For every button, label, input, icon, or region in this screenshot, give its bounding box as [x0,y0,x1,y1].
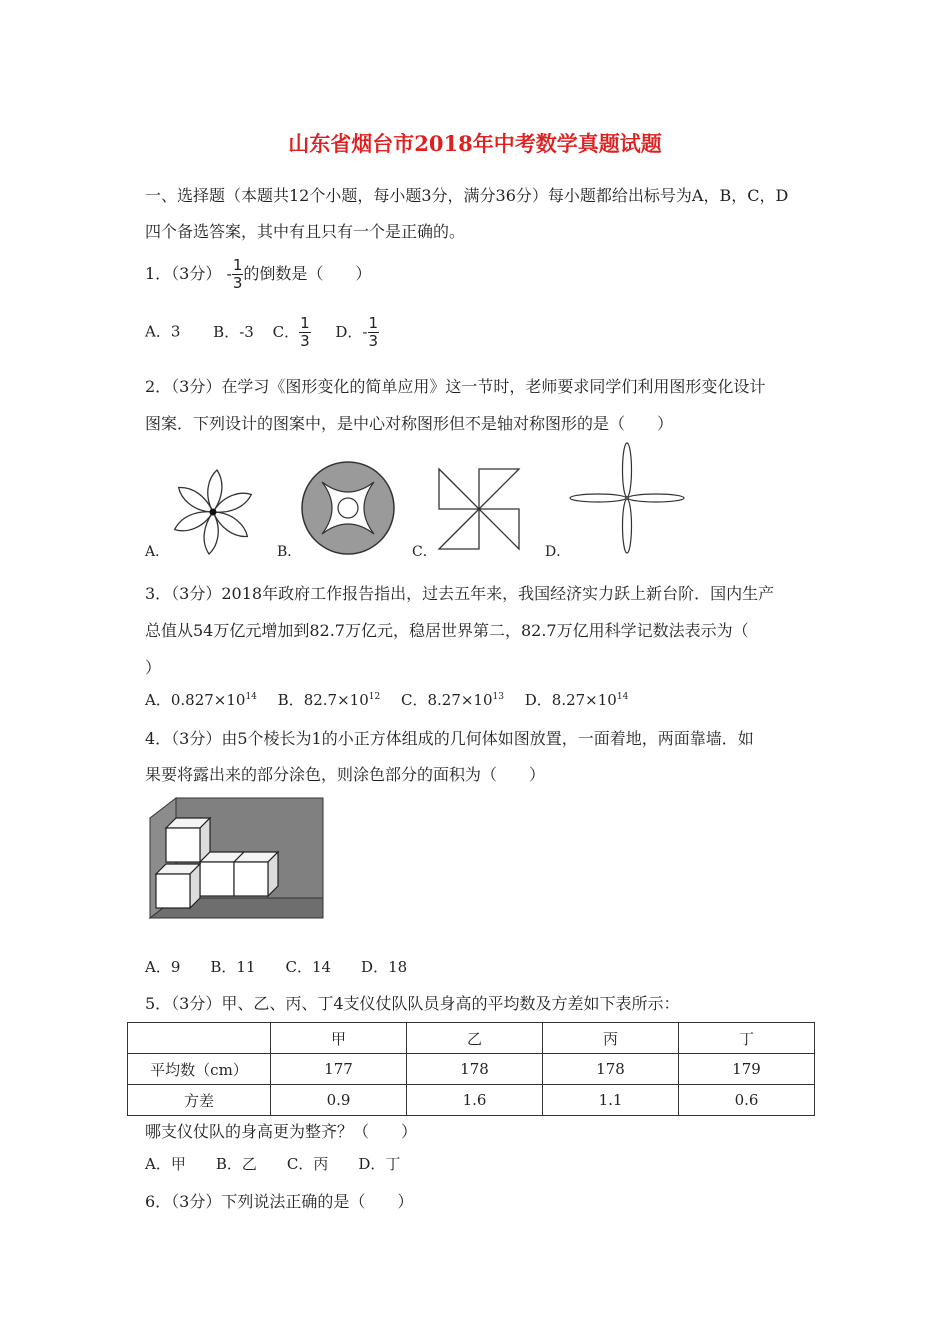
q1-option-d-num: 1 [368,314,379,332]
question-6-line1: 6．（3分）下列说法正确的是（ ） [145,1192,414,1211]
question-5-options: A．甲 B．乙 C．丙 D．丁 [145,1155,401,1173]
q1-option-c-den: 3 [300,332,310,350]
question-4-options: A．9 B．11 C．14 D．18 [145,958,408,976]
question-3-line2: 总值从54万亿元增加到82.7万亿元，稳居世界第二，82.7万亿用科学记数法表示为（ [145,621,749,640]
q2-figures [0,440,950,565]
q3-option-c-exp: 13 [492,692,504,702]
question-2-line2: 图案．下列设计的图案中，是中心对称图形但不是轴对称图形的是（ ） [145,414,674,433]
q3-option-d-exp: 14 [616,692,629,702]
table-cell: 178 [407,1054,543,1085]
q5-stats-table [127,1022,815,1116]
table-cell: 方差 [128,1085,271,1116]
question-3-line3: ） [145,658,162,677]
table-header-cell: 丙 [543,1023,679,1054]
table-cell: 0.6 [679,1085,815,1116]
figure-b-coin-icon [302,462,394,554]
q1-suffix: 的倒数是（ ） [243,264,372,283]
table-row [128,1054,815,1085]
table-header-cell: 乙 [407,1023,543,1054]
q1-option-b: B．-3 [213,322,254,341]
question-4-line1: 4．（3分）由5个棱长为1的小正方体组成的几何体如图放置，一面着地，两面靠墙．如 [145,729,754,748]
table-header-cell: 甲 [271,1023,407,1054]
q3-option-b: B．82.7×10 [277,691,369,709]
table-cell: 平均数（cm） [128,1054,271,1085]
page-title: 山东省烟台市2018年中考数学真题试题 [288,131,662,156]
question-2-line1: 2．（3分）在学习《图形变化的简单应用》这一节时，老师要求同学们利用图形变化设计 [145,377,766,396]
q1-option-d-den: 3 [368,332,379,350]
q3-option-b-exp: 12 [368,692,381,702]
cube-row-icon [200,852,278,896]
q2-label-b: B． [277,544,302,560]
q1-option-d-fraction [368,316,380,349]
q1-option-a: A．3 [145,322,181,341]
q1-option-c: C． [272,322,300,341]
q1-option-d: D．- [335,322,368,341]
q4-cube-figure [140,790,340,925]
q3-option-d: D．8.27×10 [524,691,617,709]
q1-option-c-fraction [299,316,311,349]
question-4-line2: 果要将露出来的部分涂色，则涂色部分的面积为（ ） [145,765,546,784]
table-cell: 1.6 [407,1085,543,1116]
question-3-line1: 3．（3分）2018年政府工作报告指出，过去五年来，我国经济实力跃上新台阶．国内生产 [145,584,775,603]
figure-c-pinwheel-icon [439,469,519,549]
table-cell: 177 [271,1054,407,1085]
cube-front-icon [156,864,200,908]
figure-a-flower-icon [172,470,254,554]
q3-option-a-exp: 14 [245,692,257,702]
q3-option-a: A．0.827×10 [145,691,246,709]
q3-option-c: C．8.27×10 [400,691,493,709]
question-3-options [145,689,628,710]
table-header-cell [128,1023,271,1054]
q1-fraction-num: 1 [232,256,243,274]
q2-label-d: D． [545,544,571,560]
section-intro-line2: 四个备选答案，其中有且只有一个是正确的。 [145,222,466,241]
table-cell: 179 [679,1054,815,1085]
q2-label-a: A． [145,544,170,560]
q2-label-c: C． [412,544,437,560]
q1-fraction-den: 3 [232,274,243,292]
question-1-options [145,316,379,349]
table-cell: 1.1 [543,1085,679,1116]
table-header-row [128,1023,815,1054]
cube-top-icon [166,818,210,862]
q1-fraction [232,258,244,291]
section-intro-line1: 一、选择题（本题共12个小题，每小题3分，满分36分）每小题都给出标号为A，B，C，D [145,186,789,205]
table-row [128,1085,815,1116]
q1-neg: - [226,264,232,283]
figure-d-leaves-icon [570,443,684,553]
table-header-cell: 丁 [679,1023,815,1054]
question-1 [145,258,371,291]
question-5-question: 哪支仪仗队的身高更为整齐？（ ） [145,1122,418,1141]
q1-prefix: 1．（3分） [145,264,222,283]
table-cell: 178 [543,1054,679,1085]
question-5-line1: 5．（3分）甲、乙、丙、丁4支仪仗队队员身高的平均数及方差如下表所示： [145,994,680,1013]
table-cell: 0.9 [271,1085,407,1116]
q1-option-c-num: 1 [300,314,310,332]
